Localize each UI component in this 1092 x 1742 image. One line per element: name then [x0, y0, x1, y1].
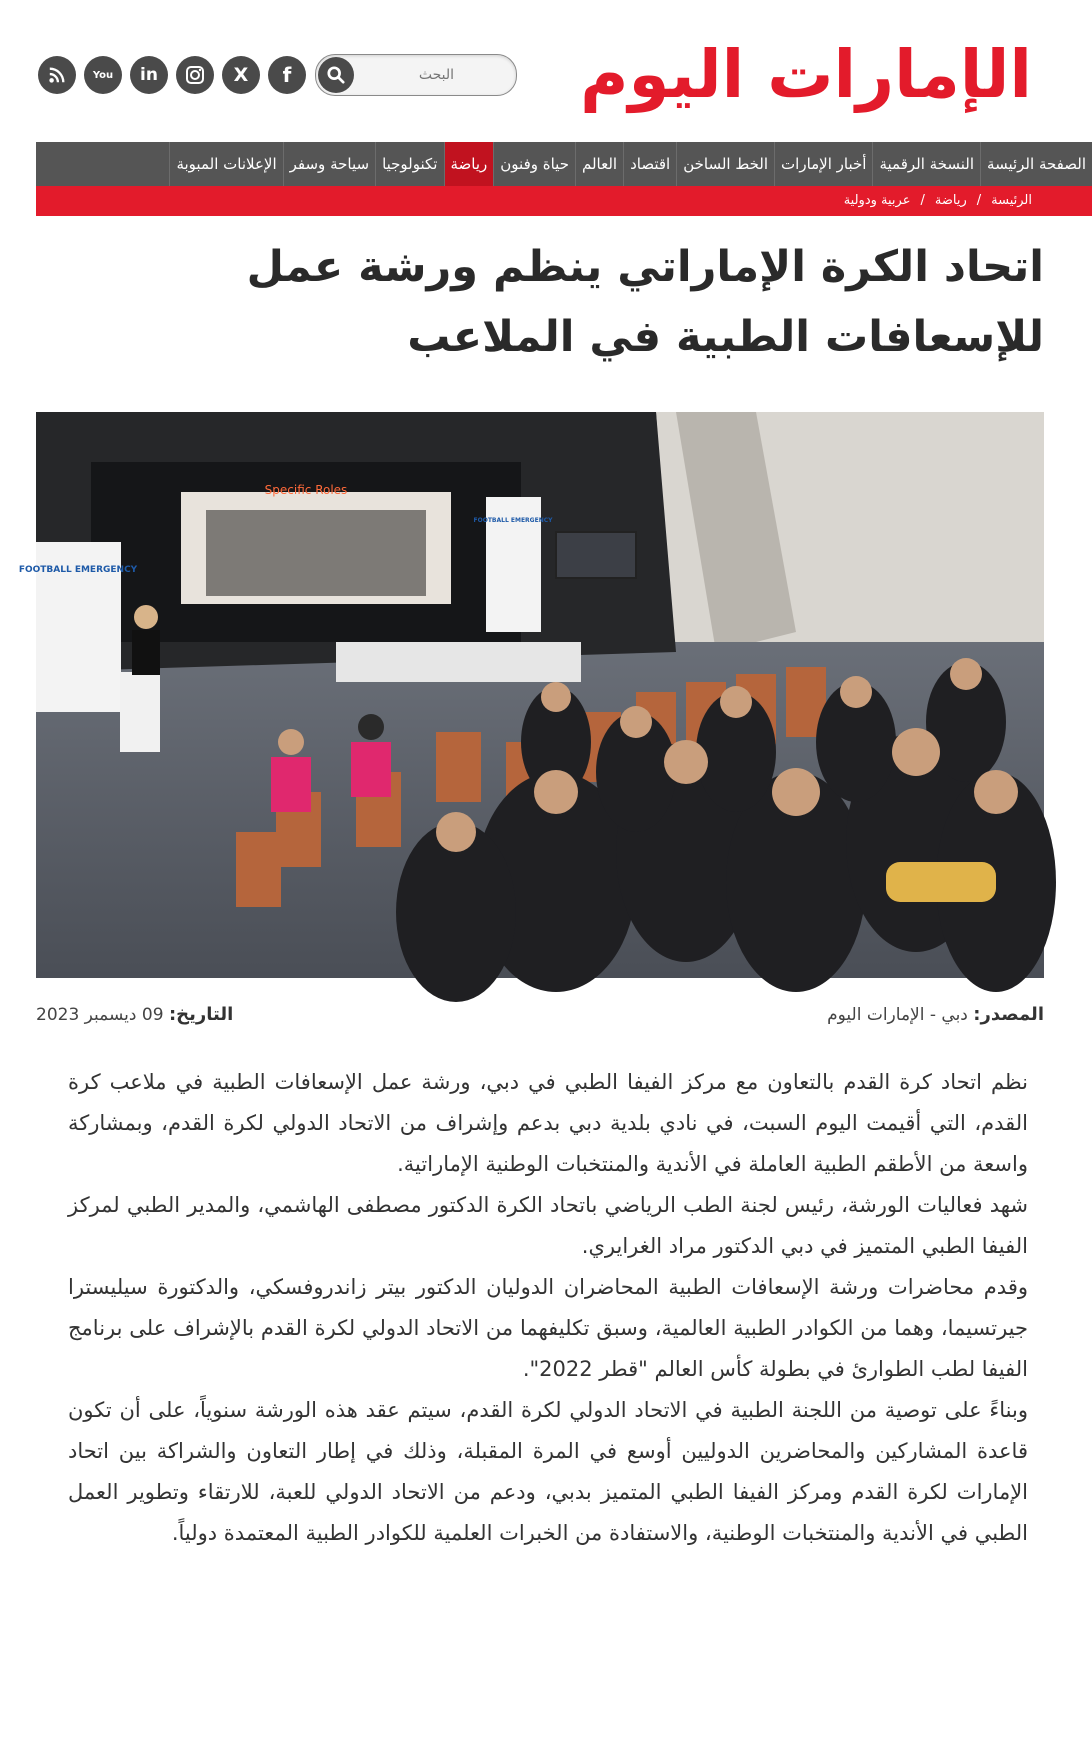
search-box — [315, 54, 517, 96]
workshop-photo — [18, 412, 1044, 978]
article-paragraph: وقدم محاضرات ورشة الإسعافات الطبية المحاضران الدوليان الدكتور بيتر زاندروفسكي، والدكتورة سيليسترا جيرتسيما، وهما من الكوادر الطبية العالمية، وسبق تكليفهما من الاتحاد الدولي لكرة القدم بالإشراف على برنامج الفيفا لطب الطوارئ في بطولة كأس العالم "قطر 2022". — [68, 1275, 1028, 1381]
rss-icon[interactable] — [38, 56, 76, 94]
social-links — [38, 56, 306, 94]
nav-life-arts[interactable]: حياة وفنون — [493, 142, 575, 186]
date-value: 09 ديسمبر 2023 — [36, 1005, 164, 1025]
x-icon[interactable] — [222, 56, 260, 94]
nav-home[interactable]: الصفحة الرئيسة — [980, 142, 1092, 186]
article-meta — [36, 1004, 1044, 1034]
nav-world[interactable]: العالم — [575, 142, 623, 186]
linkedin-icon[interactable] — [130, 56, 168, 94]
linkedin-label: in — [140, 65, 158, 85]
article-date — [36, 1004, 233, 1025]
main-nav — [36, 142, 1092, 186]
youtube-icon[interactable] — [84, 56, 122, 94]
date-label: التاريخ: — [168, 1004, 234, 1025]
source-label: المصدر: — [973, 1004, 1044, 1025]
article-paragraph: شهد فعاليات الورشة، رئيس لجنة الطب الرياضي باتحاد الكرة الدكتور مصطفى الهاشمي، والمدير الطبي لمركز الفيفا الطبي المتميز في دبي الدكتور مراد الغرايري. — [68, 1193, 1028, 1258]
article-source — [827, 1004, 1044, 1025]
article-paragraph: نظم اتحاد كرة القدم بالتعاون مع مركز الفيفا الطبي في دبي، ورشة عمل الإسعافات الطبية في ملاعب كرة القدم، التي أقيمت اليوم السبت، في نادي بلدية دبي بدعم وإشراف من الاتحاد الدولي لكرة القدم، وبمشاركة واسعة من الأطقم الطبية العاملة في الأندية والمنتخبات الوطنية الإماراتية. — [68, 1070, 1028, 1176]
banner-left-text: FOOTBALL EMERGENCY — [18, 565, 138, 575]
source-value: دبي - الإمارات اليوم — [827, 1005, 968, 1025]
instagram-icon[interactable] — [176, 56, 214, 94]
nav-technology[interactable]: تكنولوجيا — [375, 142, 443, 186]
rss-glyph — [48, 66, 66, 84]
article-title: اتحاد الكرة الإماراتي ينظم ورشة عمل للإسعافات الطبية في الملاعب — [246, 242, 1044, 362]
screen-title: Specific Roles — [264, 483, 348, 497]
search-button[interactable] — [318, 57, 354, 93]
nav-travel[interactable]: سياحة وسفر — [283, 142, 375, 186]
breadcrumb-home[interactable]: الرئيسة — [991, 193, 1032, 208]
facebook-label: f — [282, 63, 292, 87]
article-photo — [18, 412, 1044, 978]
nav-economy[interactable]: اقتصاد — [623, 142, 676, 186]
breadcrumb-bar — [36, 186, 1092, 216]
breadcrumb-separator: / — [920, 193, 925, 208]
search-icon — [327, 66, 345, 84]
nav-digital-edition[interactable]: النسخة الرقمية — [872, 142, 980, 186]
youtube-label: You — [92, 69, 114, 81]
article-body — [68, 1062, 1028, 1554]
instagram-glyph — [185, 65, 205, 85]
facebook-icon[interactable] — [268, 56, 306, 94]
banner-right-text: FOOTBALL EMERGENCY — [473, 517, 553, 524]
nav-hotline[interactable]: الخط الساخن — [676, 142, 774, 186]
nav-sports[interactable]: رياضة — [444, 142, 494, 186]
breadcrumb-sports[interactable]: رياضة — [934, 193, 967, 208]
breadcrumb-separator: / — [976, 193, 982, 208]
site-header — [0, 0, 1092, 142]
nav-emirates-news[interactable]: أخبار الإمارات — [774, 142, 872, 186]
breadcrumb-arab-international[interactable]: عربية ودولية — [843, 193, 911, 208]
article-paragraph: وبناءً على توصية من اللجنة الطبية في الاتحاد الدولي لكرة القدم، سيتم عقد هذه الورشة سنوياً، على أن تكون قاعدة المشاركين والمحاضرين الدوليين أوسع في المرة المقبلة، وذلك في إطار التعاون والشراكة بين اتحاد الإمارات لكرة القدم ومركز الفيفا الطبي المتميز بدبي، ودعم من الاتحاد الدولي للعبة، للارتقاء وتطوير العمل الطبي في الأندية والمنتخبات الوطنية، والاستفادة من الخبرات العلمية للكوادر الطبية المعتمدة دولياً. — [68, 1398, 1028, 1545]
breadcrumb — [844, 186, 1032, 216]
site-logo[interactable]: الإمارات اليوم — [580, 36, 1032, 113]
x-label: X — [233, 64, 249, 86]
nav-classifieds[interactable]: الإعلانات المبوبة — [169, 142, 282, 186]
